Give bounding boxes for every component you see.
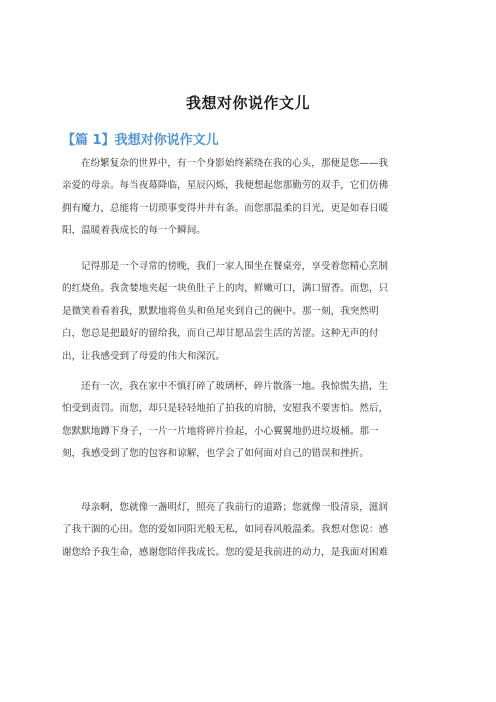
paragraph-4 [62, 497, 436, 564]
paragraph-2 [62, 256, 436, 368]
paragraph-line: 出，让我感受到了母爱的伟大和深沉。 [62, 350, 226, 362]
paragraph-line: 您默默地蹲下身子，一片一片地将碎片捡起，小心翼翼地扔进垃圾桶。那一 [62, 425, 379, 437]
paragraph-1 [62, 153, 436, 243]
section-heading: 【篇 1】我想对你说作文儿 [62, 133, 219, 148]
paragraph-line: 记得那是一个寻常的傍晚，我们一家人围坐在餐桌旁，享受着您精心烹制 [81, 261, 388, 272]
paragraph-line: 谢您给予我生命，感谢您陪伴我成长。您的爱是我前进的动力，是我面对困难 [62, 546, 389, 558]
paragraph-line: 阳，温暖着我成长的每一个瞬间。 [62, 225, 206, 237]
paragraph-3 [62, 376, 436, 466]
paragraph-line: 还有一次，我在家中不慎打碎了玻璃杯，碎片散落一地。我惊慌失措，生 [81, 381, 388, 392]
document-title: 我想对你说作文儿 [185, 94, 310, 112]
paragraph-line: 拥有魔力，总能将一切琐事变得井井有条。而您那温柔的目光，更是如春日暖 [62, 202, 389, 214]
paragraph-line: 怕受到责罚。而您，却只是轻轻地拍了拍我的肩膀，安慰我不要害怕。然后， [62, 403, 389, 415]
paragraph-line: 白，您总是把最好的留给我，而自己却甘愿品尝生活的苦涩。这种无声的付 [62, 328, 379, 340]
paragraph-line: 的红烧鱼。我贪婪地夹起一块鱼肚子上的肉，鲜嫩可口，满口留香。而您，只 [62, 283, 389, 295]
paragraph-line: 在纷繁复杂的世界中，有一个身影始终萦绕在我的心头，那便是您——我 [81, 158, 388, 169]
paragraph-line: 是微笑着看着我，默默地将鱼头和鱼尾夹到自己的碗中。那一刻，我突然明 [62, 305, 379, 317]
paragraph-line: 刻，我感受到了您的包容和谅解，也学会了如何面对自己的错误和挫折。 [62, 448, 369, 460]
paragraph-line: 母亲啊，您就像一盏明灯，照亮了我前行的道路；您就像一股清泉，滋润 [81, 502, 388, 513]
paragraph-line: 了我干涸的心田。您的爱如同阳光般无私，如同春风般温柔。我想对您说：感 [62, 524, 389, 536]
paragraph-line: 亲爱的母亲。每当夜幕降临，星辰闪烁，我便想起您那勤劳的双手，它们仿佛 [62, 180, 389, 192]
